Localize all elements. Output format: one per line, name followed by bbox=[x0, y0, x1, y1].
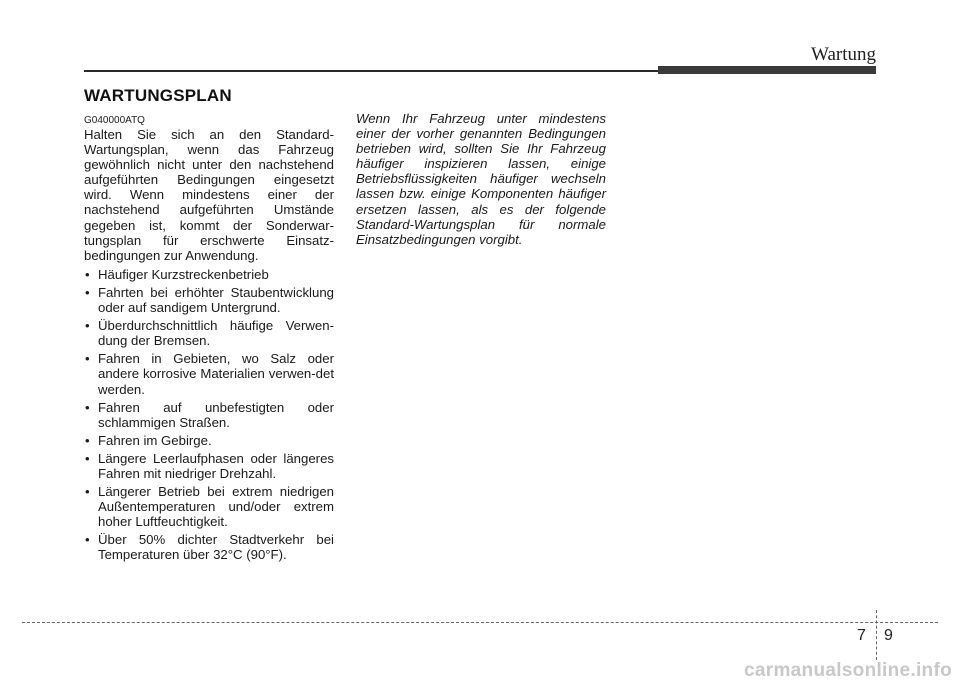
chapter-title: Wartung bbox=[811, 44, 876, 65]
watermark: carmanualsonline.info bbox=[744, 660, 952, 681]
list-item: • Überdurchschnittlich häufige Verwen-dung der Bremsen. bbox=[85, 318, 334, 349]
list-item: • Längere Leerlaufphasen oder längeres Fahren mit niedriger Drehzahl. bbox=[85, 450, 334, 481]
note-paragraph: Wenn Ihr Fahrzeug unter mindestens einer der vorher genannten Bedingungen betrieben wird, sollten Sie Ihr Fahrzeug häufiger inspizieren lassen, einige Betriebsflüssigkeiten häufiger wechseln lassen bzw. einige Komponenten häufiger ersetzen lassen, als es der folgende Standard-Wartungsplan für normale Einsatzbedingungen vorgibt. bbox=[356, 111, 606, 247]
list-item: • Über 50% dichter Stadtverkehr bei Temperaturen über 32°C (90°F). bbox=[85, 532, 334, 563]
list-item: • Längerer Betrieb bei extrem niedrigen Außentemperaturen und/oder extrem hoher Luftfeuchtigkeit. bbox=[85, 484, 334, 530]
header-rule-thick bbox=[658, 66, 876, 74]
chapter-number: 7 bbox=[857, 627, 866, 644]
conditions-list bbox=[84, 267, 334, 563]
section-code: G040000ATQ bbox=[84, 115, 145, 126]
intro-paragraph: Halten Sie sich an den Standard-Wartungsplan, wenn das Fahrzeug gewöhnlich nicht unter den nachstehend aufgeführten Bedingungen eingesetzt wird. Wenn mindestens einer der nachstehend aufgeführten Umstände gegeben ist, kommt der Sonderwar-tungsplan für erschwerte Einsatz-bedingungen zur Anwendung. bbox=[84, 127, 334, 263]
list-item: • Fahrten bei erhöhter Staubentwicklung oder auf sandigem Untergrund. bbox=[85, 284, 334, 316]
page-divider bbox=[876, 610, 877, 660]
list-item: • Fahren auf unbefestigten oder schlammigen Straßen. bbox=[85, 399, 334, 430]
list-item: • Fahren in Gebieten, wo Salz oder andere korrosive Materialien verwen-det werden. bbox=[85, 351, 334, 397]
page-number: 9 bbox=[884, 627, 893, 644]
header-rule-thin bbox=[84, 70, 660, 72]
list-item: • Häufiger Kurzstreckenbetrieb bbox=[85, 266, 269, 282]
section-title: WARTUNGSPLAN bbox=[84, 86, 232, 105]
list-item: • Fahren im Gebirge. bbox=[85, 432, 212, 448]
left-column bbox=[84, 127, 334, 566]
footer-rule bbox=[22, 622, 938, 623]
